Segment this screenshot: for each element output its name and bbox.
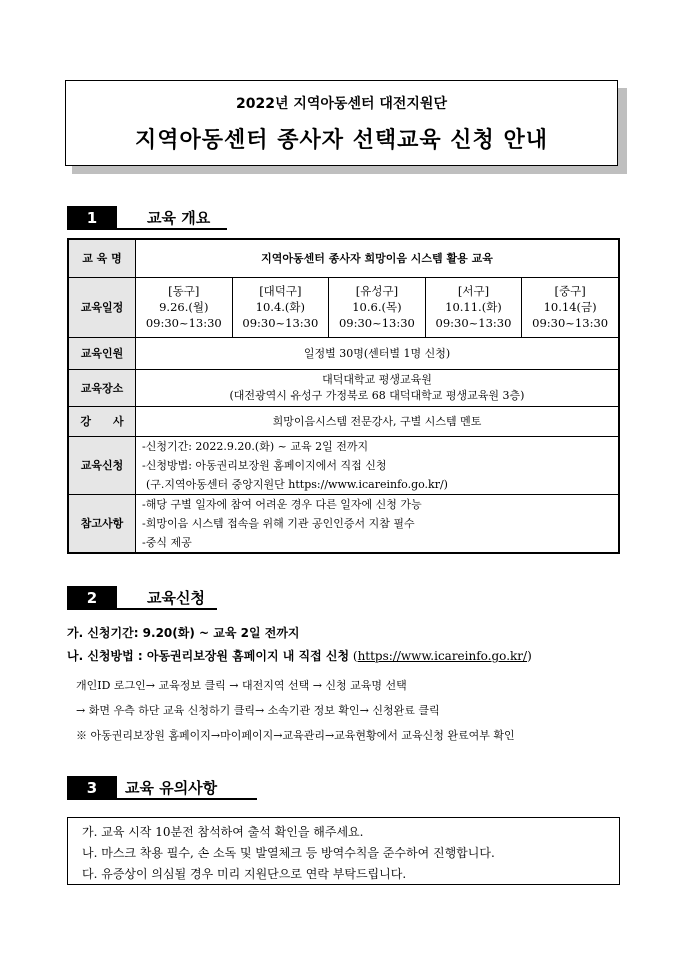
steps-line-3: ※ 아동권리보장원 홈페이지→마이페이지→교육관리→교육현황에서 교육신청 완료여부 확인	[76, 729, 515, 742]
schedule-date: 10.14(금)	[543, 300, 597, 314]
document-title: 지역아동센터 종사자 선택교육 신청 안내	[135, 128, 548, 153]
table-row	[68, 369, 619, 406]
section-2-header	[67, 586, 620, 610]
apply-line-3: (구.지역아동센터 중앙지원단 https://www.icareinfo.go.kr/)	[146, 477, 448, 491]
icareinfo-link[interactable]: https://www.icareinfo.go.kr/	[357, 649, 528, 663]
table-row	[68, 239, 619, 277]
apply-period: 가. 신청기간: 9.20(화) ~ 교육 2일 전까지	[67, 626, 300, 640]
section-3-underline	[117, 798, 257, 800]
schedule-district: [서구]	[457, 284, 490, 298]
section-2-underline	[117, 608, 217, 610]
schedule-cell-yuseonggu	[329, 277, 426, 337]
notice-box	[67, 817, 620, 885]
notes-line-2: -희망이음 시스템 접속을 위해 기관 공인인증서 지참 필수	[142, 516, 415, 530]
place-label: 교육장소	[68, 369, 136, 406]
table-row	[68, 277, 619, 337]
apply-label: 교육신청	[68, 436, 136, 494]
schedule-cell-daedeokgu	[232, 277, 329, 337]
apply-method-text: 나. 신청방법 : 아동권리보장원 홈페이지 내 직접 신청	[67, 649, 350, 663]
notice-item-2: 나. 마스크 착용 필수, 손 소독 및 발열체크 등 방역수칙을 준수하여 진행합니다.	[82, 846, 495, 860]
schedule-district: [대덕구]	[259, 284, 302, 298]
section-3-header	[67, 776, 620, 800]
section-1-title: 교육 개요	[147, 209, 211, 227]
schedule-time: 09:30~13:30	[532, 316, 609, 330]
people-label: 교육인원	[68, 337, 136, 369]
schedule-time: 09:30~13:30	[145, 316, 222, 330]
people-value: 일정별 30명(센터별 1명 신청)	[136, 337, 620, 369]
apply-value	[136, 436, 620, 494]
table-row	[68, 406, 619, 436]
section-3-number: 3	[67, 776, 117, 800]
notice-item-1: 가. 교육 시작 10분전 참석하여 출석 확인을 해주세요.	[82, 825, 364, 839]
schedule-district: [동구]	[168, 284, 200, 298]
steps-line-2: → 화면 우측 하단 교육 신청하기 클릭→ 소속기관 정보 확인→ 신청완료 클릭	[76, 704, 440, 717]
place-value	[136, 369, 620, 406]
notice-item-3: 다. 유증상이 의심될 경우 미리 지원단으로 연락 부탁드립니다.	[82, 867, 407, 881]
course-label: 교 육 명	[68, 239, 136, 277]
overview-table	[67, 238, 620, 554]
apply-method: 나. 신청방법 : 아동권리보장원 홈페이지 내 직접 신청 (https://www.icareinfo.go.kr/)	[67, 649, 532, 663]
document-subtitle: 2022년 지역아동센터 대전지원단	[235, 96, 447, 112]
notes-line-1: -해당 구별 일자에 참여 어려운 경우 다른 일자에 신청 가능	[142, 497, 422, 511]
section-1-number: 1	[67, 206, 117, 230]
place-line-2: (대전광역시 유성구 가정북로 68 대덕대학교 평생교육원 3층)	[229, 388, 525, 402]
section-3-title: 교육 유의사항	[125, 779, 218, 797]
notes-label: 참고사항	[68, 494, 136, 553]
schedule-district: [유성구]	[355, 284, 399, 298]
schedule-date: 10.11.(화)	[445, 300, 502, 314]
place-line-1: 대덕대학교 평생교육원	[322, 372, 432, 386]
section-2-number: 2	[67, 586, 117, 610]
notes-line-3: -중식 제공	[142, 535, 192, 549]
apply-line-1: -신청기간: 2022.9.20.(화) ~ 교육 2일 전까지	[142, 439, 369, 453]
steps-line-1: 개인ID 로그인→ 교육정보 클릭 → 대전지역 선택 → 신청 교육명 선택	[76, 679, 407, 692]
schedule-cell-seogu	[425, 277, 522, 337]
schedule-cell-junggu	[522, 277, 619, 337]
schedule-date: 9.26.(월)	[159, 300, 209, 314]
table-row	[68, 494, 619, 553]
schedule-cell-donggu	[136, 277, 233, 337]
notes-value	[136, 494, 620, 553]
table-row	[68, 337, 619, 369]
schedule-district: [중구]	[554, 284, 586, 298]
schedule-label: 교육일정	[68, 277, 136, 337]
schedule-time: 09:30~13:30	[242, 316, 319, 330]
section-1-header	[67, 206, 620, 230]
apply-line-2: -신청방법: 아동권리보장원 홈페이지에서 직접 신청	[142, 458, 387, 472]
section-1-underline	[117, 228, 227, 230]
schedule-time: 09:30~13:30	[435, 316, 512, 330]
table-row	[68, 436, 619, 494]
title-box	[65, 80, 618, 166]
schedule-date: 10.6.(목)	[352, 300, 402, 314]
schedule-time: 09:30~13:30	[338, 316, 415, 330]
section-2-title: 교육신청	[147, 589, 205, 607]
lecturer-value: 희망이음시스템 전문강사, 구별 시스템 멘토	[136, 406, 620, 436]
schedule-date: 10.4.(화)	[255, 300, 306, 314]
course-value: 지역아동센터 종사자 희망이음 시스템 활용 교육	[136, 239, 620, 277]
lecturer-label: 강 사	[68, 406, 136, 436]
